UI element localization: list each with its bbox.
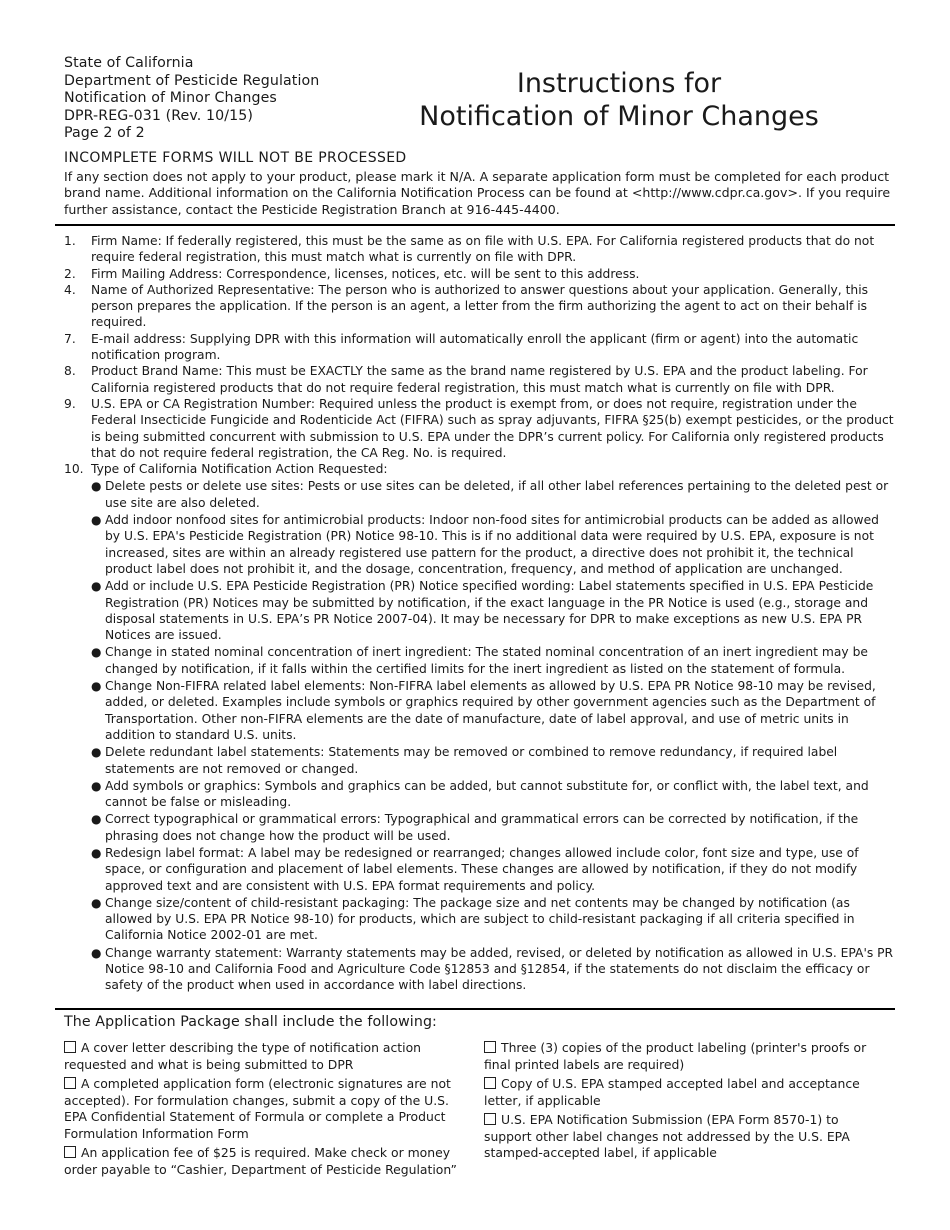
bullet-icon: ● bbox=[91, 679, 102, 694]
action-type-text: Pests or use sites can be deleted, if all other label references pertaining to the deleted pest or use site are also deleted. bbox=[105, 479, 889, 510]
package-item-text: A cover letter describing the type of notification action requested and what is being submitted to DPR bbox=[64, 1040, 422, 1072]
bullet-icon: ● bbox=[91, 845, 102, 860]
action-type-text: Typographical and grammatical errors can be corrected by notification, if the phrasing does not change how the product will be used. bbox=[105, 812, 859, 843]
package-checklist-item bbox=[484, 1112, 884, 1162]
instruction-text: If federally registered, this must be the same as on file with U.S. EPA. For California registered products that do not require federal registration, this must match what is currently on file with DPR. bbox=[91, 234, 875, 265]
incomplete-forms-notice: INCOMPLETE FORMS WILL NOT BE PROCESSED bbox=[64, 150, 407, 166]
action-type-lead: Change size/content of child-resistant packaging: bbox=[105, 895, 410, 910]
header-line-state: State of California bbox=[64, 55, 194, 71]
instruction-lead: E-mail address: bbox=[91, 331, 186, 346]
action-type-lead: Delete pests or delete use sites: bbox=[105, 479, 304, 494]
action-type-item bbox=[91, 578, 894, 643]
action-type-text: Warranty statements may be added, revised, or deleted by notification as allowed in U.S. EPA's PR Notice 98-10 and California Food and Agriculture Code §12853 and §12854, if the statements do not disclaim the efficacy or safety of the product when used in accordance with label directions. bbox=[105, 945, 894, 993]
action-type-item bbox=[91, 744, 894, 777]
action-type-item bbox=[91, 644, 894, 677]
action-type-item bbox=[91, 512, 894, 577]
package-checklist-item bbox=[484, 1076, 884, 1109]
package-checklist-item bbox=[484, 1040, 884, 1073]
instruction-number: 1. bbox=[64, 234, 76, 248]
action-type-text: Symbols and graphics can be added, but cannot substitute for, or conflict with, the label text, and cannot be false or misleading. bbox=[105, 778, 869, 810]
action-type-item bbox=[91, 895, 894, 944]
instruction-number: 2. bbox=[64, 266, 76, 281]
action-type-lead: Change warranty statement: bbox=[105, 945, 283, 960]
instruction-number: 4. bbox=[64, 282, 76, 297]
intro-paragraph: If any section does not apply to your product, please mark it N/A. A separate application form must be completed for each product brand name. Additional information on the California Notification Process can be found at <http://www.cdpr.ca.gov>. If you require further assistance, contact the Pesticide Registration Branch at 916-445-4400. bbox=[64, 169, 891, 217]
action-type-lead: Add or include U.S. EPA Pesticide Registration (PR) Notice specified wording: bbox=[105, 579, 575, 594]
action-type-text: A label may be redesigned or rearranged; changes allowed include color, font size and type, use of space, or configuration and placement of label elements. These changes are allowed by notification, if they do not modify approved text and are consistent with U.S. EPA format requirements and policy. bbox=[105, 845, 859, 893]
instruction-text: Supplying DPR with this information will automatically enroll the applicant (firm or agent) into the automatic notification program. bbox=[91, 331, 859, 363]
section-divider-bottom bbox=[55, 1008, 895, 1010]
action-type-lead: Add indoor nonfood sites for antimicrobial products: bbox=[105, 513, 426, 528]
package-item-text: A completed application form (electronic signatures are not accepted). For formulation changes, submit a copy of the U.S. EPA Confidential Statement of Formula or complete a Product Formulation Information Form bbox=[64, 1076, 451, 1141]
action-type-lead: Redesign label format: bbox=[105, 845, 245, 860]
checkbox-icon[interactable] bbox=[484, 1077, 496, 1089]
bullet-icon: ● bbox=[91, 895, 102, 910]
instruction-item bbox=[64, 363, 894, 396]
package-item-text: U.S. EPA Notification Submission (EPA Form 8570-1) to support other label changes not addressed by the U.S. EPA stamped-accepted label, if applicable bbox=[484, 1112, 850, 1160]
instruction-lead: Firm Name: bbox=[91, 234, 162, 248]
instruction-lead: U.S. EPA or CA Registration Number: bbox=[91, 396, 316, 411]
package-checklist-item bbox=[64, 1040, 464, 1073]
checkbox-icon[interactable] bbox=[64, 1077, 76, 1089]
header-line-form-number: DPR-REG-031 (Rev. 10/15) bbox=[64, 107, 254, 124]
header-line-page-number: Page 2 of 2 bbox=[64, 125, 145, 141]
page-title-line-2: Notification of Minor Changes bbox=[419, 101, 819, 132]
action-type-item bbox=[91, 478, 894, 511]
bullet-icon: ● bbox=[91, 479, 102, 494]
instruction-lead: Name of Authorized Representative: bbox=[91, 282, 315, 297]
action-type-lead: Correct typographical or grammatical errors: bbox=[105, 812, 381, 827]
instruction-item bbox=[64, 396, 894, 461]
action-type-lead: Change in stated nominal concentration of inert ingredient: bbox=[105, 645, 472, 660]
instruction-number: 8. bbox=[64, 364, 76, 379]
instruction-text: Correspondence, licenses, notices, etc. will be sent to this address. bbox=[222, 266, 640, 281]
package-checklist-item bbox=[64, 1145, 464, 1178]
action-type-lead: Delete redundant label statements: bbox=[105, 745, 325, 760]
instruction-lead: Product Brand Name: bbox=[91, 364, 223, 379]
checkbox-icon[interactable] bbox=[64, 1146, 76, 1158]
action-type-text: Non-FIFRA label elements as allowed by U.S. EPA PR Notice 98-10 may be revised, added, or deleted. Examples include symbols or graphics required by other government agencies such as the Department of Transportation. Other non-FIFRA elements are the date of manufacture, date of label approval, and use of metric units in addition to standard U.S. units. bbox=[105, 679, 876, 742]
bullet-icon: ● bbox=[91, 579, 102, 594]
instruction-number: 7. bbox=[64, 331, 76, 346]
bullet-icon: ● bbox=[91, 778, 102, 793]
page-title-line-1: Instructions for bbox=[516, 68, 722, 99]
package-item-text: An application fee of $25 is required. Make check or money order payable to “Cashier, Department of Pesticide Regulation” bbox=[64, 1145, 457, 1177]
action-type-item bbox=[91, 778, 894, 811]
action-type-text: Indoor non-food sites for antimicrobial products can be added as allowed by U.S. EPA's Pesticide Registration (PR) Notice 98-10. This is if no additional data were required by U.S. EPA, exposure is not increased, sites are within an already registered use pattern for the product, a directive does not prohibit it, the technical product label does not prohibit it, and the dosage, concentration, frequency, and method of application are unchanged. bbox=[105, 513, 879, 576]
instruction-text: This must be EXACTLY the same as the brand name registered by U.S. EPA and the product labeling. For California registered products that do not require federal registration, this must match what is currently on file with DPR. bbox=[91, 364, 868, 395]
section-divider-top bbox=[55, 224, 895, 226]
instruction-item bbox=[64, 331, 894, 364]
instruction-number: 10. bbox=[64, 462, 84, 477]
package-checklist-left bbox=[64, 1040, 464, 1181]
package-checklist-item bbox=[64, 1076, 464, 1142]
header-line-department: Department of Pesticide Regulation bbox=[64, 72, 320, 89]
bullet-icon: ● bbox=[91, 513, 102, 528]
page-title bbox=[410, 67, 828, 133]
instruction-text: The person who is authorized to answer questions about your application. Generally, this person prepares the application. If the person is an agent, a letter from the firm authorizing the agent to act on their behalf is required. bbox=[91, 282, 869, 330]
action-type-text: Statements may be removed or combined to remove redundancy, if required label statements are not removed or changed. bbox=[105, 745, 838, 776]
action-type-item bbox=[91, 811, 894, 844]
action-types-list bbox=[91, 478, 894, 993]
instruction-lead: Firm Mailing Address: bbox=[91, 266, 223, 281]
bullet-icon: ● bbox=[91, 945, 102, 960]
action-type-item bbox=[91, 678, 894, 743]
package-checklist-right bbox=[484, 1040, 884, 1165]
package-item-text: Copy of U.S. EPA stamped accepted label and acceptance letter, if applicable bbox=[484, 1076, 860, 1108]
checkbox-icon[interactable] bbox=[64, 1041, 76, 1053]
instruction-text: Required unless the product is exempt from, or does not require, registration under the Federal Insecticide Fungicide and Rodenticide Act (FIFRA) such as spray adjuvants, FIFRA §25(b) exempt pesticides, or the product is being submitted concurrent with submission to U.S. EPA under the DPR’s current policy. For California only registered products that do not require federal registration, the CA Reg. No. is required. bbox=[91, 396, 894, 460]
instruction-item bbox=[64, 233, 894, 266]
action-type-item bbox=[91, 945, 894, 994]
checkbox-icon[interactable] bbox=[484, 1041, 496, 1053]
action-type-text: The stated nominal concentration of an inert ingredient may be changed by notification, if it falls within the certified limits for the inert ingredient as listed on the statement of formula. bbox=[105, 645, 868, 676]
instruction-number: 9. bbox=[64, 396, 76, 411]
bullet-icon: ● bbox=[91, 745, 102, 760]
instruction-item bbox=[64, 461, 894, 995]
instructions-list bbox=[64, 233, 894, 995]
header-line-form-name: Notification of Minor Changes bbox=[64, 90, 277, 106]
action-type-lead: Change Non-FIFRA related label elements: bbox=[105, 679, 366, 694]
bullet-icon: ● bbox=[91, 645, 102, 660]
action-type-item bbox=[91, 845, 894, 894]
action-type-text: Label statements specified in U.S. EPA Pesticide Registration (PR) Notices may be submitted by notification, if the exact language in the PR Notice is used (e.g., storage and disposal statements in U.S. EPA’s PR Notice 2007-04). It may be necessary for DPR to make exceptions as new U.S. EPA PR Notices are issued. bbox=[105, 579, 874, 643]
application-package-heading: The Application Package shall include the following: bbox=[64, 1014, 437, 1030]
action-type-lead: Add symbols or graphics: bbox=[105, 778, 261, 793]
instruction-item bbox=[64, 266, 894, 282]
instruction-item bbox=[64, 282, 894, 331]
form-identification-block bbox=[64, 55, 319, 143]
instruction-lead: Type of California Notification Action Requested: bbox=[91, 462, 388, 477]
bullet-icon: ● bbox=[91, 812, 102, 827]
checkbox-icon[interactable] bbox=[484, 1113, 496, 1125]
action-type-text: The package size and net contents may be changed by notification (as allowed by U.S. EPA PR Notice 98-10) for products, which are subject to child-resistant packaging if all criteria specified in California Notice 2002-01 are met. bbox=[105, 895, 855, 943]
package-item-text: Three (3) copies of the product labeling (printer's proofs or final printed labels are required) bbox=[484, 1040, 867, 1072]
